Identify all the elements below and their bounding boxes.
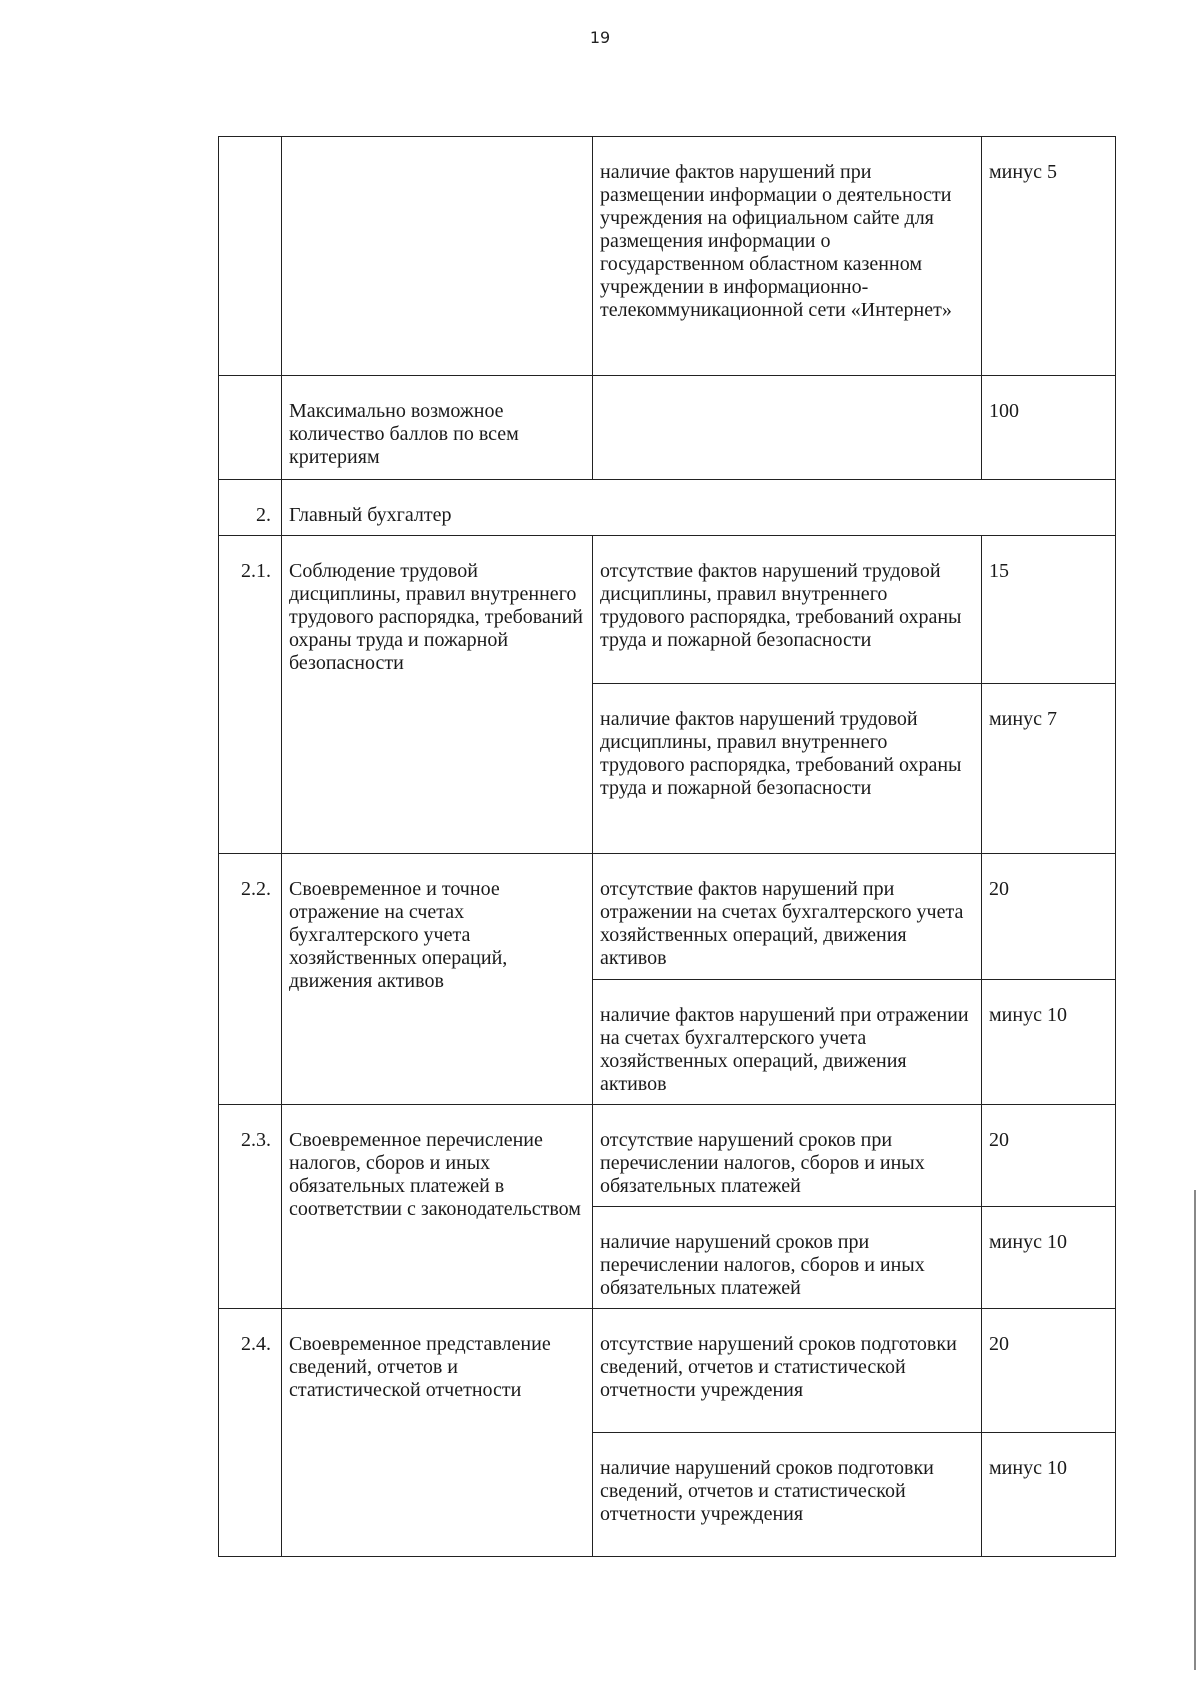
table-row [219, 854, 1116, 980]
condition-cell: наличие фактов нарушений при отражении на счетах бухгалтерского учета хозяйственных операций, движения активов [593, 980, 982, 1105]
criterion-cell [282, 137, 593, 376]
criterion-cell: Соблюдение трудовой дисциплины, правил внутреннего трудового распорядка, требований охраны труда и пожарной безопасности [282, 536, 593, 854]
score-cell: минус 10 [982, 1207, 1116, 1309]
condition-cell: наличие нарушений сроков при перечислении налогов, сборов и иных обязательных платежей [593, 1207, 982, 1309]
condition-cell: наличие фактов нарушений при размещении информации о деятельности учреждения на официальном сайте для размещения информации о государственном областном казенном учреждении в информационно-телекоммуникационной сети «Интернет» [593, 137, 982, 376]
table-row [219, 536, 1116, 684]
criterion-cell: Своевременное перечисление налогов, сборов и иных обязательных платежей в соответствии с законодательством [282, 1105, 593, 1309]
score-cell: минус 10 [982, 980, 1116, 1105]
condition-cell [593, 376, 982, 480]
table-row [219, 1105, 1116, 1207]
row-number: 2.1. [219, 536, 282, 854]
row-number: 2.3. [219, 1105, 282, 1309]
criterion-cell: Максимально возможное количество баллов по всем критериям [282, 376, 593, 480]
section-title: Главный бухгалтер [282, 480, 1116, 536]
row-number: 2.4. [219, 1309, 282, 1557]
section-header-row [219, 480, 1116, 536]
score-cell: 20 [982, 854, 1116, 980]
condition-cell: наличие нарушений сроков подготовки сведений, отчетов и статистической отчетности учреждения [593, 1433, 982, 1557]
criterion-cell: Своевременное и точное отражение на счетах бухгалтерского учета хозяйственных операций, движения активов [282, 854, 593, 1105]
row-number [219, 376, 282, 480]
score-cell: 100 [982, 376, 1116, 480]
condition-cell: отсутствие фактов нарушений при отражении на счетах бухгалтерского учета хозяйственных операций, движения активов [593, 854, 982, 980]
condition-cell: отсутствие фактов нарушений трудовой дисциплины, правил внутреннего трудового распорядка, требований охраны труда и пожарной безопасности [593, 536, 982, 684]
section-number: 2. [219, 480, 282, 536]
page-number: 19 [589, 28, 611, 47]
row-number [219, 137, 282, 376]
score-cell: 15 [982, 536, 1116, 684]
row-number: 2.2. [219, 854, 282, 1105]
score-cell: минус 7 [982, 684, 1116, 854]
criteria-table [218, 136, 1116, 1557]
table-row [219, 376, 1116, 480]
table-row [219, 137, 1116, 376]
score-cell: минус 10 [982, 1433, 1116, 1557]
score-cell: 20 [982, 1105, 1116, 1207]
condition-cell: отсутствие нарушений сроков при перечислении налогов, сборов и иных обязательных платежей [593, 1105, 982, 1207]
condition-cell: наличие фактов нарушений трудовой дисциплины, правил внутреннего трудового распорядка, требований охраны труда и пожарной безопасности [593, 684, 982, 854]
table-row [219, 1309, 1116, 1433]
condition-cell: отсутствие нарушений сроков подготовки сведений, отчетов и статистической отчетности учреждения [593, 1309, 982, 1433]
criterion-cell: Своевременное представление сведений, отчетов и статистической отчетности [282, 1309, 593, 1557]
score-cell: 20 [982, 1309, 1116, 1433]
scan-edge-mark [1194, 1190, 1196, 1670]
score-cell: минус 5 [982, 137, 1116, 376]
